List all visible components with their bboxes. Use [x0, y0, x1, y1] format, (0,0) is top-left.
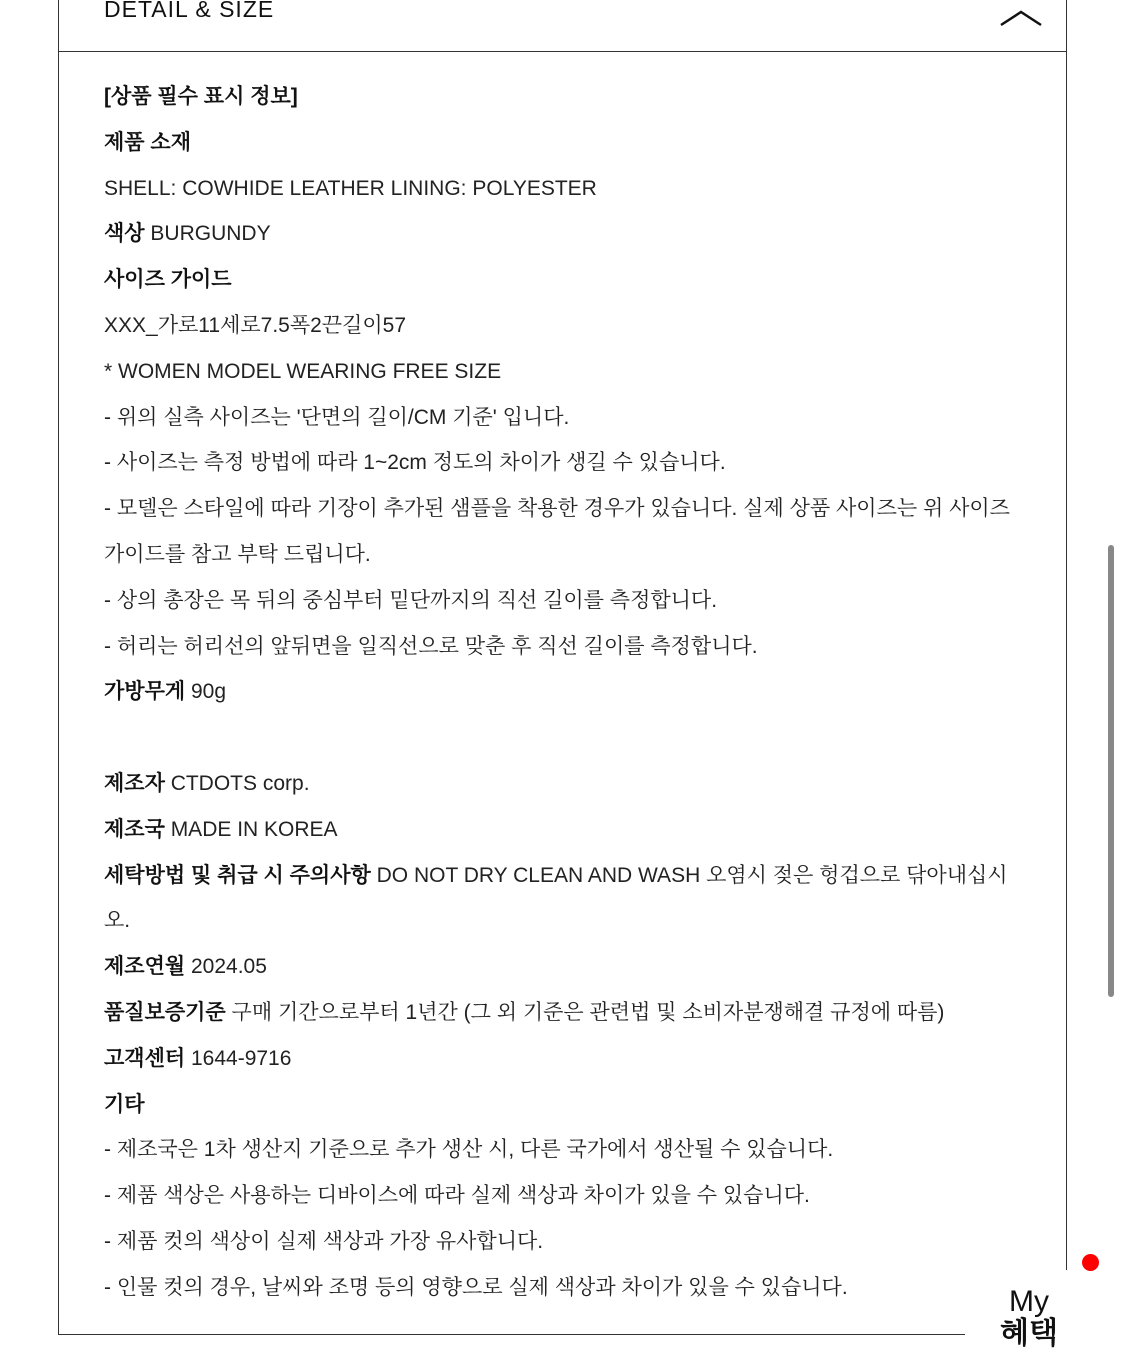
panel-border	[1066, 0, 1067, 1270]
detail-size-accordion-header[interactable]	[58, 0, 1067, 52]
accordion-title: DETAIL & SIZE	[104, 0, 275, 22]
weight-label: 가방무게	[104, 680, 186, 704]
color-value: BURGUNDY	[144, 222, 271, 246]
material-value: SHELL: COWHIDE LEATHER LINING: POLYESTER	[104, 176, 597, 200]
info-value: 1644-9716	[185, 1046, 292, 1070]
etc-note: - 제품 색상은 사용하는 디바이스에 따라 실제 색상과 차이가 있을 수 있습니다.	[104, 1184, 810, 1208]
weight-value: 90g	[185, 680, 227, 704]
panel-border	[58, 1334, 965, 1335]
section-title: [상품 필수 표시 정보]	[104, 85, 298, 108]
my-benefits-line1: My	[1008, 1285, 1049, 1318]
info-row	[104, 853, 1024, 945]
info-label: 제조연월	[104, 955, 186, 979]
product-info	[104, 74, 1024, 1311]
color-row	[104, 211, 1024, 257]
info-value: 구매 기간으로부터 1년간 (그 외 기준은 관련법 및 소비자분쟁해결 규정에 따름)	[225, 1000, 945, 1024]
etc-note: - 제조국은 1차 생산지 기준으로 추가 생산 시, 다른 국가에서 생산될 수 있습니다.	[104, 1138, 834, 1162]
size-note: - 위의 실측 사이즈는 '단면의 길이/CM 기준' 입니다.	[104, 405, 570, 429]
info-row	[104, 990, 1024, 1036]
info-value: MADE IN KOREA	[164, 817, 338, 841]
info-value: DO NOT DRY CLEAN AND WASH 오염시 젖은 헝겁으로 닦아내십시오.	[104, 863, 1008, 933]
info-label: 세탁방법 및 취급 시 주의사항	[104, 863, 371, 887]
scrollbar-thumb[interactable]	[1108, 545, 1114, 997]
my-benefits-button[interactable]	[1000, 1286, 1058, 1350]
info-label: 고객센터	[104, 1046, 186, 1070]
info-label: 품질보증기준	[104, 1000, 226, 1024]
etc-note: - 인물 컷의 경우, 날씨와 조명 등의 영향으로 실제 색상과 차이가 있을 수 있습니다.	[104, 1275, 848, 1299]
material-label: 제품 소재	[104, 130, 191, 154]
info-value: 2024.05	[185, 955, 267, 979]
notification-dot	[1082, 1254, 1099, 1271]
size-note: - 모델은 스타일에 따라 기장이 추가된 샘플을 착용한 경우가 있습니다. 실제 상품 사이즈는 위 사이즈 가이드를 참고 부탁 드립니다.	[104, 497, 1010, 566]
etc-label: 기타	[104, 1092, 145, 1116]
info-row	[104, 944, 1024, 990]
chevron-up-icon[interactable]	[998, 6, 1044, 28]
etc-note: - 제품 컷의 색상이 실제 색상과 가장 유사합니다.	[104, 1229, 544, 1253]
size-note: - 사이즈는 측정 방법에 따라 1~2cm 정도의 차이가 생길 수 있습니다.	[104, 451, 726, 475]
size-guide-label: 사이즈 가이드	[104, 268, 232, 292]
info-row	[104, 807, 1024, 853]
info-row	[104, 1036, 1024, 1082]
weight-row	[104, 669, 1024, 715]
info-label: 제조자	[104, 771, 165, 795]
info-row	[104, 761, 1024, 807]
size-note: - 허리는 허리선의 앞뒤면을 일직선으로 맞춘 후 직선 길이를 측정합니다.	[104, 634, 758, 658]
model-note: * WOMEN MODEL WEARING FREE SIZE	[104, 359, 502, 383]
size-note: - 상의 총장은 목 뒤의 중심부터 밑단까지의 직선 길이를 측정합니다.	[104, 588, 718, 612]
info-label: 제조국	[104, 817, 165, 841]
my-benefits-line2: 혜택	[1000, 1317, 1058, 1350]
size-value: XXX_가로11세로7.5폭2끈길이57	[104, 313, 407, 337]
info-value: CTDOTS corp.	[164, 771, 310, 795]
color-label: 색상	[104, 222, 145, 246]
